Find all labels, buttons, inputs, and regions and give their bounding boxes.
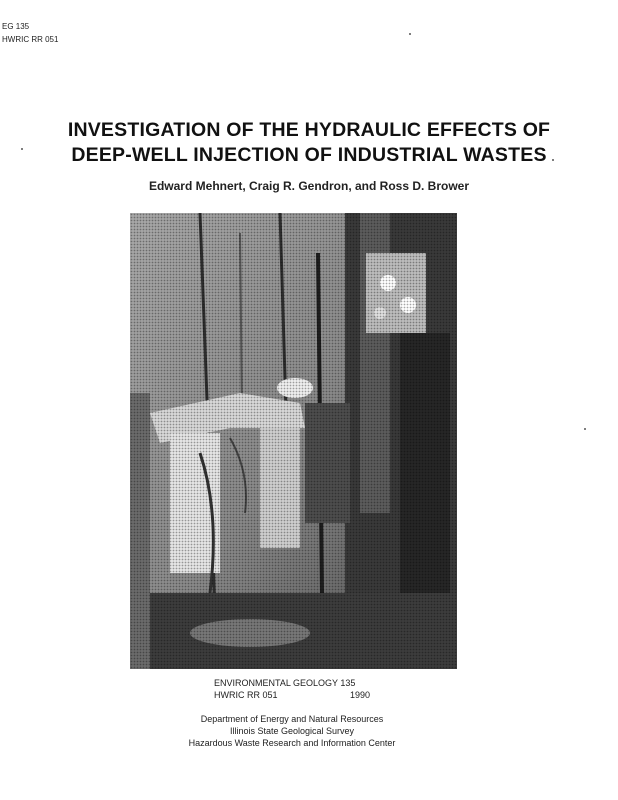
series-hwric: HWRIC RR 051 xyxy=(214,690,278,700)
report-ids xyxy=(2,20,58,46)
report-id-eg: EG 135 xyxy=(2,22,30,31)
scan-speck xyxy=(21,148,23,150)
title-line-2: DEEP-WELL INJECTION OF INDUSTRIAL WASTES xyxy=(71,144,547,166)
scan-speck xyxy=(552,159,554,161)
agency-block xyxy=(0,713,584,749)
title-line-1: INVESTIGATION OF THE HYDRAULIC EFFECTS OF xyxy=(67,119,551,141)
agency-line-2: Illinois State Geological Survey xyxy=(229,726,355,736)
agency-line-1: Department of Energy and Natural Resources xyxy=(200,714,384,724)
agency-line-3: Hazardous Waste Research and Information Center xyxy=(188,738,396,748)
document-title xyxy=(0,118,618,168)
scan-speck xyxy=(584,428,586,430)
report-id-hwric: HWRIC RR 051 xyxy=(2,35,59,44)
series-row-2 xyxy=(214,689,370,701)
publication-year: 1990 xyxy=(349,690,370,700)
series-name: ENVIRONMENTAL GEOLOGY 135 xyxy=(214,678,356,688)
authors: Edward Mehnert, Craig R. Gendron, and Ross D. Brower xyxy=(148,179,470,193)
series-info xyxy=(214,677,414,701)
cover-photo xyxy=(130,213,457,669)
scan-speck xyxy=(409,33,411,35)
